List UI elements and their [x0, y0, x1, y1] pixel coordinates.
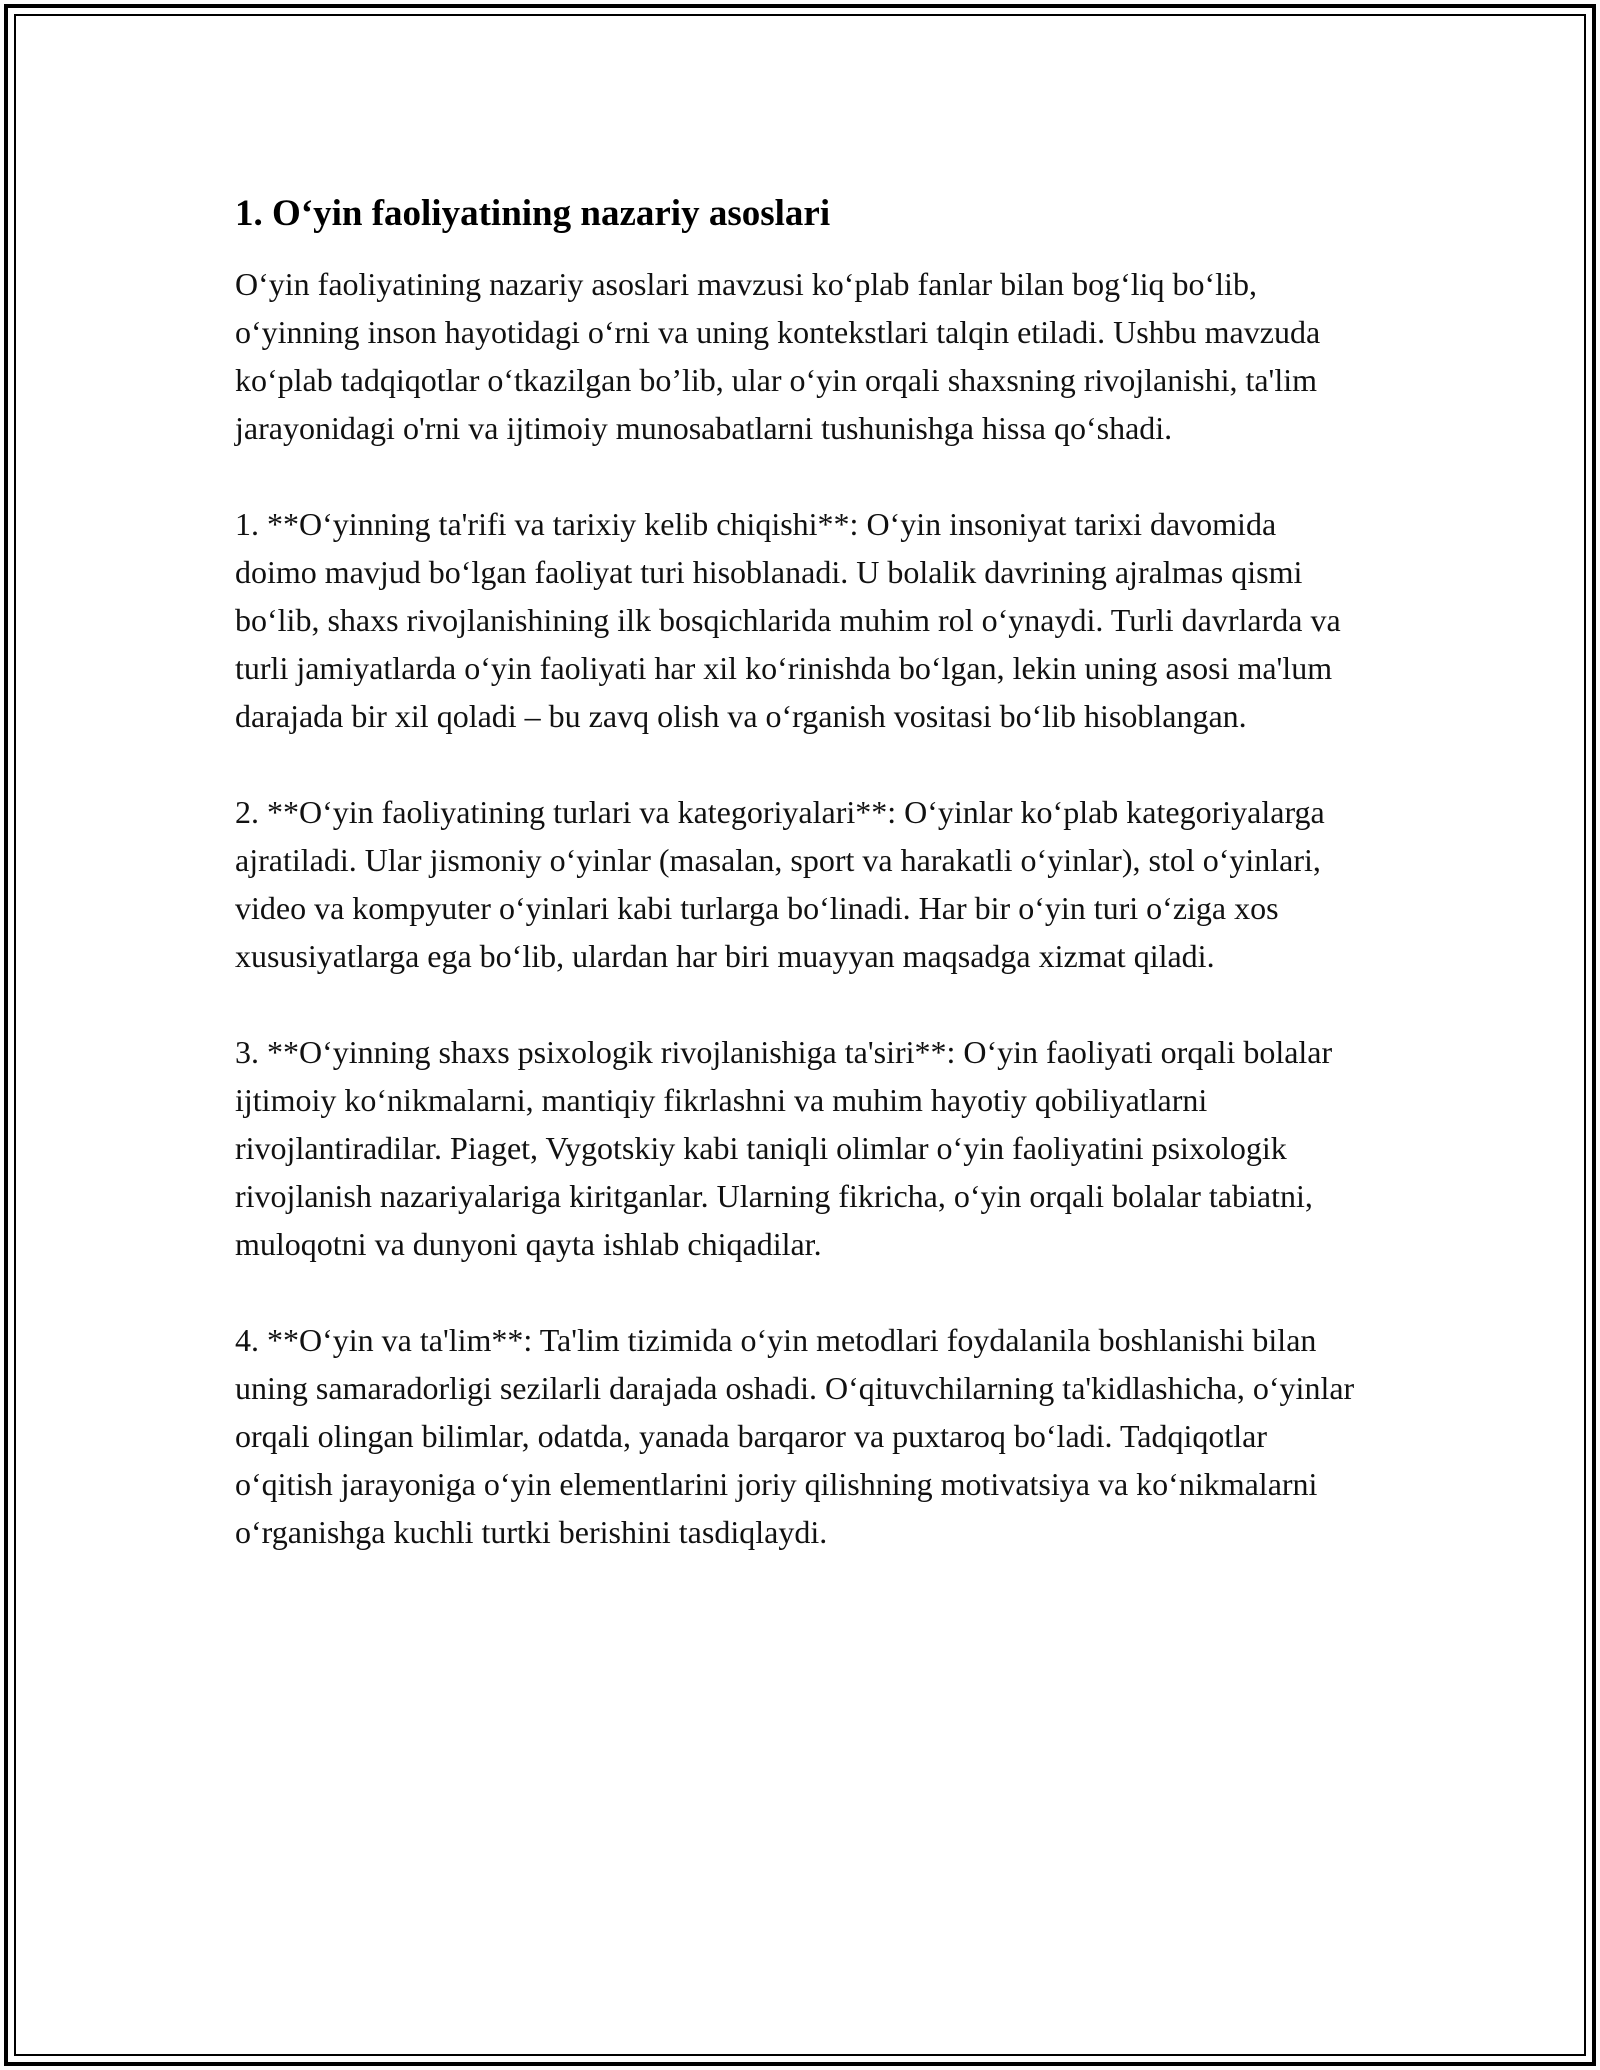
- list-item-3: 3. **O‘yinning shaxs psixologik rivojlanishiga ta'siri**: O‘yin faoliyati orqali bolalar ijtimoiy ko‘nikmalarni, mantiqiy fikrlashni va muhim hayotiy qobiliyatlarni rivojlantiradilar. Piaget, Vygotskiy kabi taniqli olimlar o‘yin faoliyatini psixologik rivojlanish nazariyalariga kiritganlar. Ularning fikricha, o‘yin orqali bolalar tabiatni, muloqotni va dunyoni qayta ishlab chiqadilar.: [235, 1034, 1333, 1262]
- list-item-4: 4. **O‘yin va ta'lim**: Ta'lim tizimida o‘yin metodlari foydalanila boshlanishi bilan uning samaradorligi sezilarli darajada oshadi. O‘qituvchilarning ta'kidlashicha, o‘yinlar orqali olingan bilimlar, odatda, yanada barqaror va puxtaroq bo‘ladi. Tadqiqotlar o‘qitish jarayoniga o‘yin elementlarini joriy qilishning motivatsiya va ko‘nikmalarni o‘rganishga kuchli turtki berishini tasdiqlaydi.: [235, 1322, 1355, 1550]
- intro-paragraph: O‘yin faoliyatining nazariy asoslari mavzusi ko‘plab fanlar bilan bog‘liq bo‘lib, o‘yinning inson hayotidagi o‘rni va uning kontekstlari talqin etiladi. Ushbu mavzuda ko‘plab tadqiqotlar o‘tkazilgan bo’lib, ular o‘yin orqali shaxsning rivojlanishi, ta'lim jarayonidagi o'rni va ijtimoiy munosabatlarni tushunishga hissa qo‘shadi.: [235, 266, 1321, 446]
- list-item-2: 2. **O‘yin faoliyatining turlari va kategoriyalari**: O‘yinlar ko‘plab kategoriyalarga ajratiladi. Ular jismoniy o‘yinlar (masalan, sport va harakatli o‘yinlar), stol o‘yinlari, video va kompyuter o‘yinlari kabi turlarga bo‘linadi. Har bir o‘yin turi o‘ziga xos xususiyatlarga ega bo‘lib, ulardan har biri muayyan maqsadga xizmat qiladi.: [235, 794, 1325, 974]
- document-body: [235, 188, 1365, 1604]
- list-item-1: 1. **O‘yinning ta'rifi va tarixiy kelib chiqishi**: O‘yin insoniyat tarixi davomida doimo mavjud bo‘lgan faoliyat turi hisoblanadi. U bolalik davrining ajralmas qismi bo‘lib, shaxs rivojlanishining ilk bosqichlarida muhim rol o‘ynaydi. Turli davrlarda va turli jamiyatlarda o‘yin faoliyati har xil ko‘rinishda bo‘lgan, lekin uning asosi ma'lum darajada bir xil qoladi – bu zavq olish va o‘rganish vositasi bo‘lib hisoblangan.: [235, 506, 1341, 734]
- section-heading: 1. O‘yin faoliyatining nazariy asoslari: [235, 193, 831, 234]
